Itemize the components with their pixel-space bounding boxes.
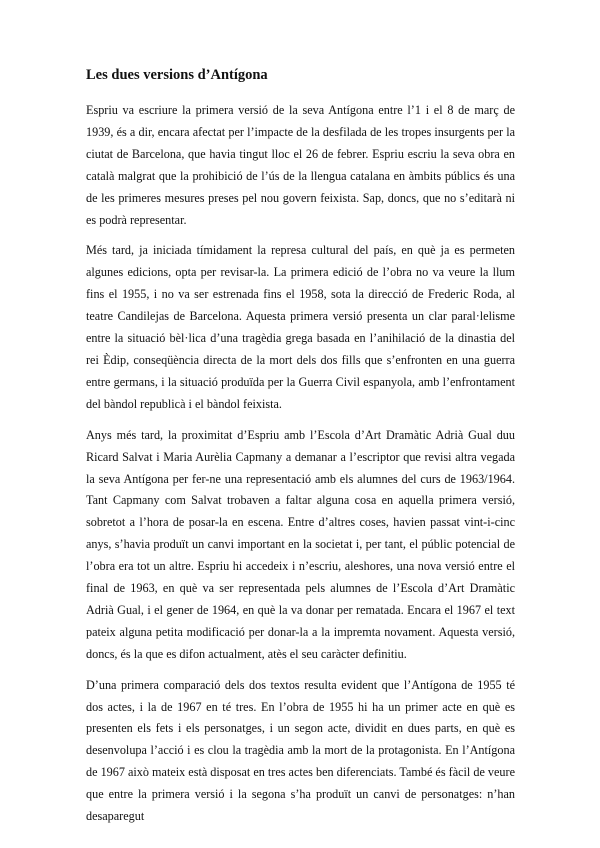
paragraph-3: Anys més tard, la proximitat d’Espriu amb l’Escola d’Art Dramàtic Adrià Gual duu Ricard Salvat i Maria Aurèlia Capmany a demanar a l’escriptor que revisi altra vegada la seva Antígona per fer-ne una representació amb els alumnes del curs de 1963/1964. Tant Capmany com Salvat trobaven a faltar alguna cosa en aquella primera versió, sobretot a l’hora de posar-la en escena. Entre d’altres coses, havien passat vint-i-cinc anys, s’havia produït un canvi important en la societat i, per tant, el públic potencial de l’obra era tot un altre. Espriu hi accedeix i n’escriu, aleshores, una nova versió entre el final de 1963, en què va ser representada pels alumnes de l’Escola d’Art Dramàtic Adrià Gual, i el gener de 1964, en què la va donar per rematada. Encara el 1967 el text pateix alguna petita modificació per donar-la a la impremta novament. Aquesta versió, doncs, és la que es difon actualment, atès el seu caràcter definitiu.: [86, 427, 515, 661]
paragraph-2: Més tard, ja iniciada tímidament la represa cultural del país, en què ja es permeten algunes edicions, opta per revisar-la. La primera edició de l’obra no va veure la llum fins el 1955, i no va ser estrenada fins el 1958, sota la direcció de Frederic Roda, al teatre Candilejas de Barcelona. Aquesta primera versió presenta un clar paral·lelisme entre la situació bèl·lica d’una tragèdia grega basada en l’anihilació de la dinastia del rei Èdip, conseqüència directa de la mort dels dos fills que s’enfronten en una guerra entre germans, i la situació produïda per la Guerra Civil espanyola, amb l’enfrontament del bàndol republicà i el bàndol feixista.: [86, 243, 515, 411]
paragraph-1: Espriu va escriure la primera versió de la seva Antígona entre l’1 i el 8 de març de 1939, és a dir, encara afectat per l’impacte de la desfilada de les tropes insurgents per la ciutat de Barcelona, que havia tingut lloc el 26 de febrer. Espriu escriu la seva obra en català malgrat que la prohibició de l’ús de la llengua catalana en àmbits públics és una de les primeres mesures preses pel nou govern feixista. Sap, doncs, que no s’editarà ni es podrà representar.: [86, 103, 515, 227]
document-title: Les dues versions d’Antígona: [86, 67, 268, 83]
document-body: [86, 66, 515, 837]
paragraph-4: D’una primera comparació dels dos textos resulta evident que l’Antígona de 1955 té dos actes, i la de 1967 en té tres. En l’obra de 1955 hi ha un primer acte en què es presenten els fets i els personatges, i un segon acte, dividit en dues parts, en què es desenvolupa l’acció i es clou la tragèdia amb la mort de la protagonista. En l’Antígona de 1967 això mateix està disposat en tres actes ben diferenciats. També és fàcil de veure que entre la primera versió i la segona s’ha produït un canvi de personatges: n’han desaparegut: [86, 677, 515, 824]
